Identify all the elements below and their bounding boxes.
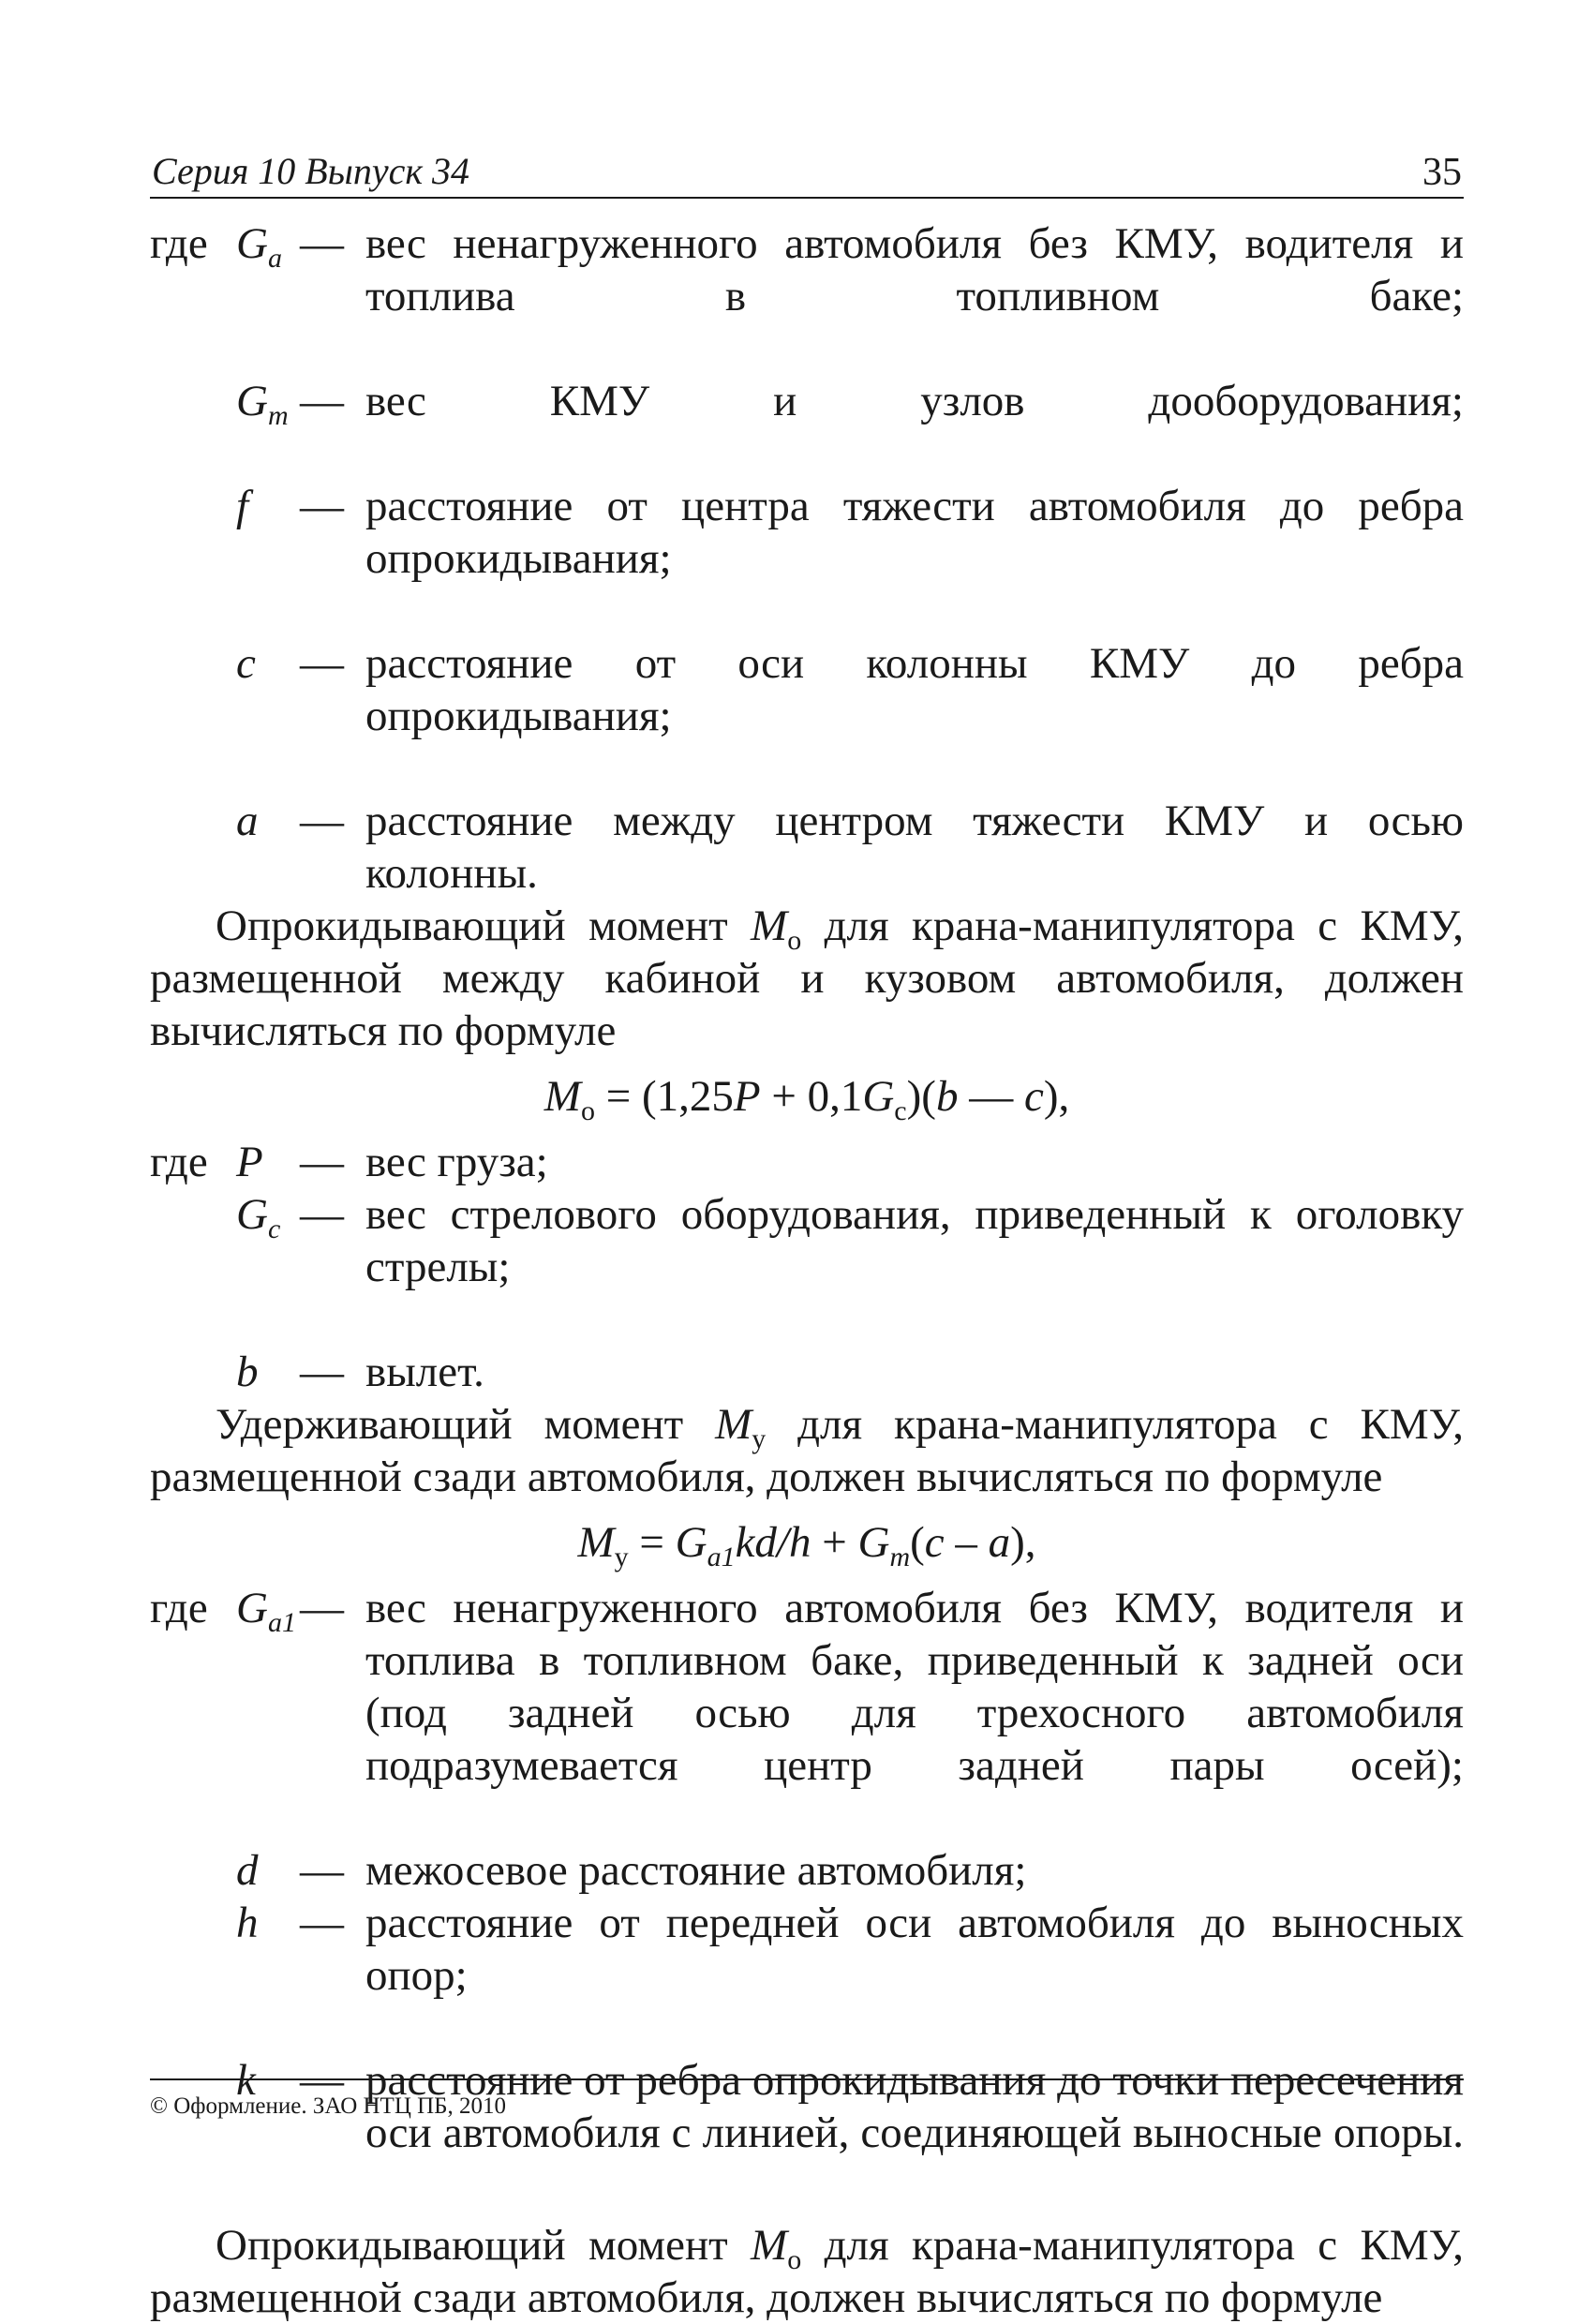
variable-symbol: f: [236, 482, 249, 530]
definition-dash: —: [300, 797, 344, 845]
definition-row: [150, 1582, 1464, 1844]
definition-row: [150, 217, 1464, 375]
definition-row: [150, 1844, 1464, 1897]
variable-symbol: $G_m$: [236, 377, 289, 431]
copyright-notice: © Оформление. ЗАО НТЦ ПБ, 2010: [150, 2093, 507, 2119]
definition-dash: —: [300, 219, 344, 268]
variable-symbol: c: [236, 639, 256, 688]
definition-dash: —: [300, 1584, 344, 1632]
definition-dash: —: [300, 377, 344, 425]
definition-dash: —: [300, 1138, 344, 1186]
definition-dash: —: [300, 1190, 344, 1239]
definition-text: вес КМУ и узлов дооборудования;: [365, 377, 1464, 425]
variable-symbol: a: [236, 797, 259, 845]
definition-row: [150, 795, 1464, 900]
definition-text: расстояние от передней оси автомобиля до выносных опор;: [365, 1899, 1464, 2000]
variable-symbol: P: [236, 1138, 263, 1186]
definition-text: вылет.: [365, 1348, 484, 1396]
definition-row: [150, 1897, 1464, 2054]
definition-text: вес ненагруженного автомобиля без КМУ, водителя и топлива в топливном баке;: [365, 219, 1464, 320]
definition-row: [150, 480, 1464, 637]
definition-dash: —: [300, 1899, 344, 1947]
paragraph-overturning-moment-2: Опрокидывающий момент $M_о$ для крана-манипулятора с КМУ, размещенной сзади автомобиля, должен вычисляться по формуле: [150, 2221, 1464, 2322]
definition-text: расстояние от оси колонны КМУ до ребра опрокидывания;: [365, 639, 1464, 740]
definitions-block-2: [150, 1136, 1464, 1398]
paragraph-holding-moment: Удерживающий момент $M_у$ для крана-манипулятора с КМУ, размещенной сзади автомобиля, должен вычисляться по формуле: [150, 1400, 1465, 1501]
definition-row: [150, 637, 1464, 795]
series-title: Серия 10 Выпуск 34: [152, 150, 470, 192]
variable-symbol: k: [236, 2056, 256, 2105]
variable-symbol: $G_{a1}$: [236, 1584, 296, 1638]
definition-prefix: где: [150, 1138, 208, 1186]
definition-prefix: где: [150, 219, 208, 268]
definitions-block-1: [150, 217, 1464, 900]
definition-dash: —: [300, 639, 344, 688]
variable-symbol: b: [236, 1348, 259, 1396]
definition-text: межосевое расстояние автомобиля;: [365, 1846, 1027, 1895]
page-number: 35: [1422, 151, 1462, 194]
variable-symbol: h: [236, 1899, 259, 1947]
variable-symbol: d: [236, 1846, 259, 1895]
definition-text: расстояние от центра тяжести автомобиля до ребра опрокидывания;: [365, 482, 1464, 583]
definition-prefix: где: [150, 1584, 208, 1632]
definition-row: [150, 375, 1464, 480]
page-content: [150, 217, 1464, 2324]
definition-text: вес груза;: [365, 1138, 548, 1186]
paragraph-overturning-moment-1: Опрокидывающий момент $M_о$ для крана-манипулятора с КМУ, размещенной между кабиной и кузовом автомобиля, должен вычисляться по формуле: [150, 901, 1464, 1055]
definition-dash: —: [300, 482, 344, 530]
definition-dash: —: [300, 1348, 344, 1396]
definition-text: вес стрелового оборудования, приведенный к оголовку стрелы;: [365, 1190, 1464, 1291]
formula-holding-moment: $M_у = G_{a1}kd/h + G_m(c - a)$,: [577, 1518, 1036, 1572]
definition-row: [150, 1346, 1464, 1398]
definition-row: [150, 1188, 1464, 1346]
variable-symbol: $G_a$: [236, 219, 282, 274]
page-header: [150, 148, 1464, 199]
definition-text: расстояние от ребра опрокидывания до точки пересечения оси автомобиля с линией, соединяющей выносные опоры.: [365, 2056, 1464, 2157]
page-footer: [150, 2078, 1464, 2120]
variable-symbol: $G_с$: [236, 1190, 281, 1244]
formula-overturning-moment: $M_о = (1,25P + 0,1G_с)(b$ — c),: [543, 1072, 1070, 1126]
definition-row: [150, 1136, 1464, 1188]
definition-text: вес ненагруженного автомобиля без КМУ, водителя и топлива в топливном баке, приведенный к задней оси (под задней осью для трехосного автомобиля подразумевается центр задней пары осей);: [365, 1584, 1464, 1790]
definition-dash: —: [300, 1846, 344, 1895]
definition-dash: —: [300, 2056, 344, 2105]
definition-text: расстояние между центром тяжести КМУ и осью колонны.: [365, 797, 1464, 898]
